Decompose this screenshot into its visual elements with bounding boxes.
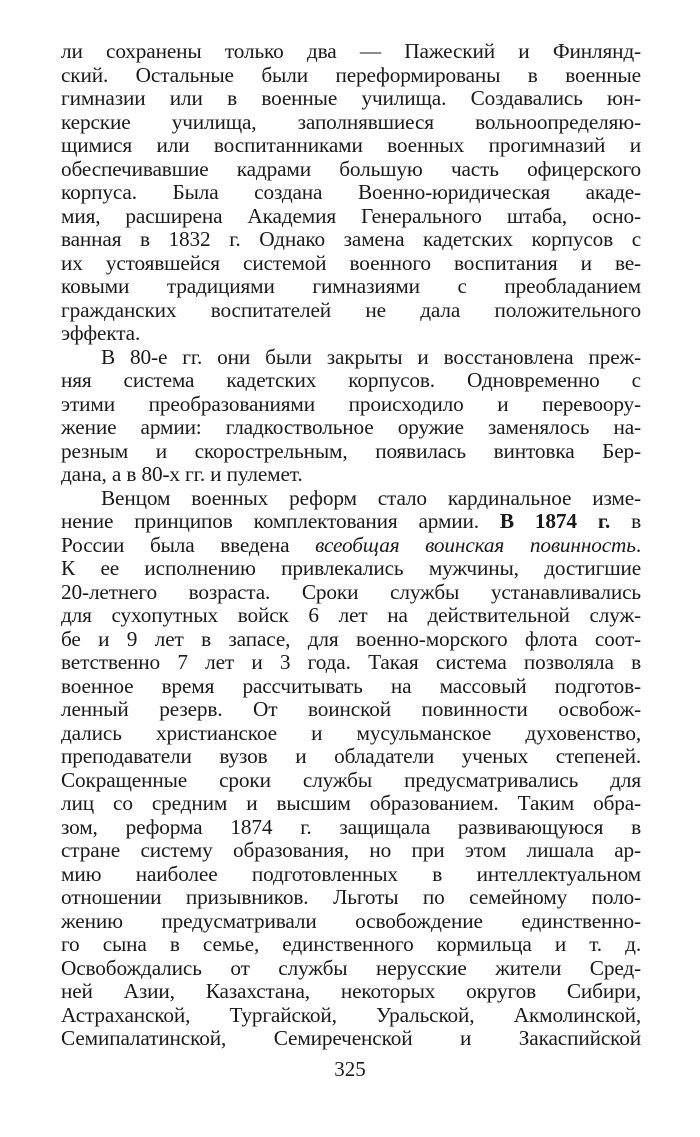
text-line: гимназии или в военные училища. Создавались юн-	[61, 87, 641, 110]
italic-term-phrase: всеобщая воинская повинность	[315, 533, 636, 557]
text-line: мия, расширена Академия Генерального штаба, осно-	[61, 204, 641, 228]
text-line: Освобождались от службы нерусские жители Сред-	[61, 956, 641, 980]
page-number: 325	[334, 1057, 366, 1081]
text-line: Семипалатинской, Семиреченской и Закаспийской	[61, 1027, 641, 1050]
text-line: ленный резерв. От воинской повинности освобож-	[61, 698, 641, 721]
paragraph-2	[61, 346, 641, 487]
text-line: лиц со средним и высшим образованием. Таким обра-	[61, 792, 641, 815]
text-line: военное время рассчитывать на массовый подготов-	[61, 674, 641, 698]
text-line: бе и 9 лет в запасе, для военно-морского флота соот-	[61, 627, 641, 651]
text-line: Астраханской, Тургайской, Уральской, Акмолинской,	[61, 1003, 641, 1027]
text-line: К ее исполнению привлекались мужчины, достигшие	[61, 557, 641, 580]
text-line: корпуса. Была создана Военно-юридическая акаде-	[61, 181, 641, 204]
text-line: эффекта.	[61, 322, 141, 345]
text-line: В 80-е гг. они были закрыты и восстановлена преж-	[101, 345, 641, 369]
text-line: ванная в 1832 г. Однако замена кадетских корпусов с	[61, 228, 641, 251]
text-line: зом, реформа 1874 г. защищала развивающуюся в	[61, 815, 641, 839]
text-line: стране систему образования, но при этом лишала ар-	[61, 839, 641, 862]
body-text	[61, 40, 641, 1051]
bold-date-phrase: В 1874 г.	[499, 510, 611, 533]
text-line: ковыми традициями гимназиями с преобладанием	[61, 275, 641, 298]
text-line: няя система кадетских корпусов. Одновременно с	[61, 369, 641, 392]
text-line: преподаватели вузов и обладатели ученых степеней.	[61, 745, 641, 768]
text-line: щимися или воспитанниками военных прогимназий и	[61, 134, 641, 157]
text-line: жение армии: гладкоствольное оружие заменялось на-	[61, 416, 641, 439]
text-line: этими преобразованиями происходило и перевоору-	[61, 392, 641, 416]
text-line: дана, а в 80-х гг. и пулемет.	[61, 463, 303, 486]
text-line: обеспечивавшие кадрами большую часть офицерского	[61, 157, 641, 181]
text-line: для сухопутных войск 6 лет на действительной служ-	[61, 604, 641, 627]
text-line: резным и скорострельным, появилась винтовка Бер-	[61, 439, 641, 463]
text-line: ней Азии, Казахстана, некоторых округов Сибири,	[61, 980, 641, 1003]
text-line: жению предусматривали освобождение единственно-	[61, 909, 641, 933]
paragraph-1	[61, 40, 641, 346]
text-line: гражданских воспитателей не дала положительного	[61, 298, 641, 322]
text-line: их устоявшейся системой военного воспитания и ве-	[61, 251, 641, 275]
text-line: Сокращенные сроки службы предусматривались для	[61, 768, 641, 792]
text-line: дались христианское и мусульманское духовенство,	[61, 721, 641, 745]
text-line: ский. Остальные были переформированы в военные	[61, 63, 641, 87]
text-line: ли сохранены только два — Пажеский и Финлянд-	[61, 40, 641, 63]
text-line-with-bold-date: нение принципов комплектования армии. В 1874 г. в	[61, 510, 641, 533]
text-line: 20-летнего возраста. Сроки службы устанавливались	[61, 580, 641, 604]
text-line: ветственно 7 лет и 3 года. Такая система позволяла в	[61, 651, 641, 674]
text-line: керские училища, заполнявшиеся вольноопределяю-	[61, 110, 641, 134]
book-page	[61, 40, 641, 1100]
text-line: мию наиболее подготовленных в интеллектуальном	[61, 862, 641, 886]
text-line: Венцом военных реформ стало кардинальное изме-	[101, 486, 641, 510]
text-line: отношении призывников. Льготы по семейному поло-	[61, 886, 641, 909]
text-line: го сына в семье, единственного кормильца и т. д.	[61, 933, 641, 956]
paragraph-3	[61, 487, 641, 1051]
text-line-with-italic-term: России была введена всеобщая воинская повинность.	[61, 533, 641, 557]
